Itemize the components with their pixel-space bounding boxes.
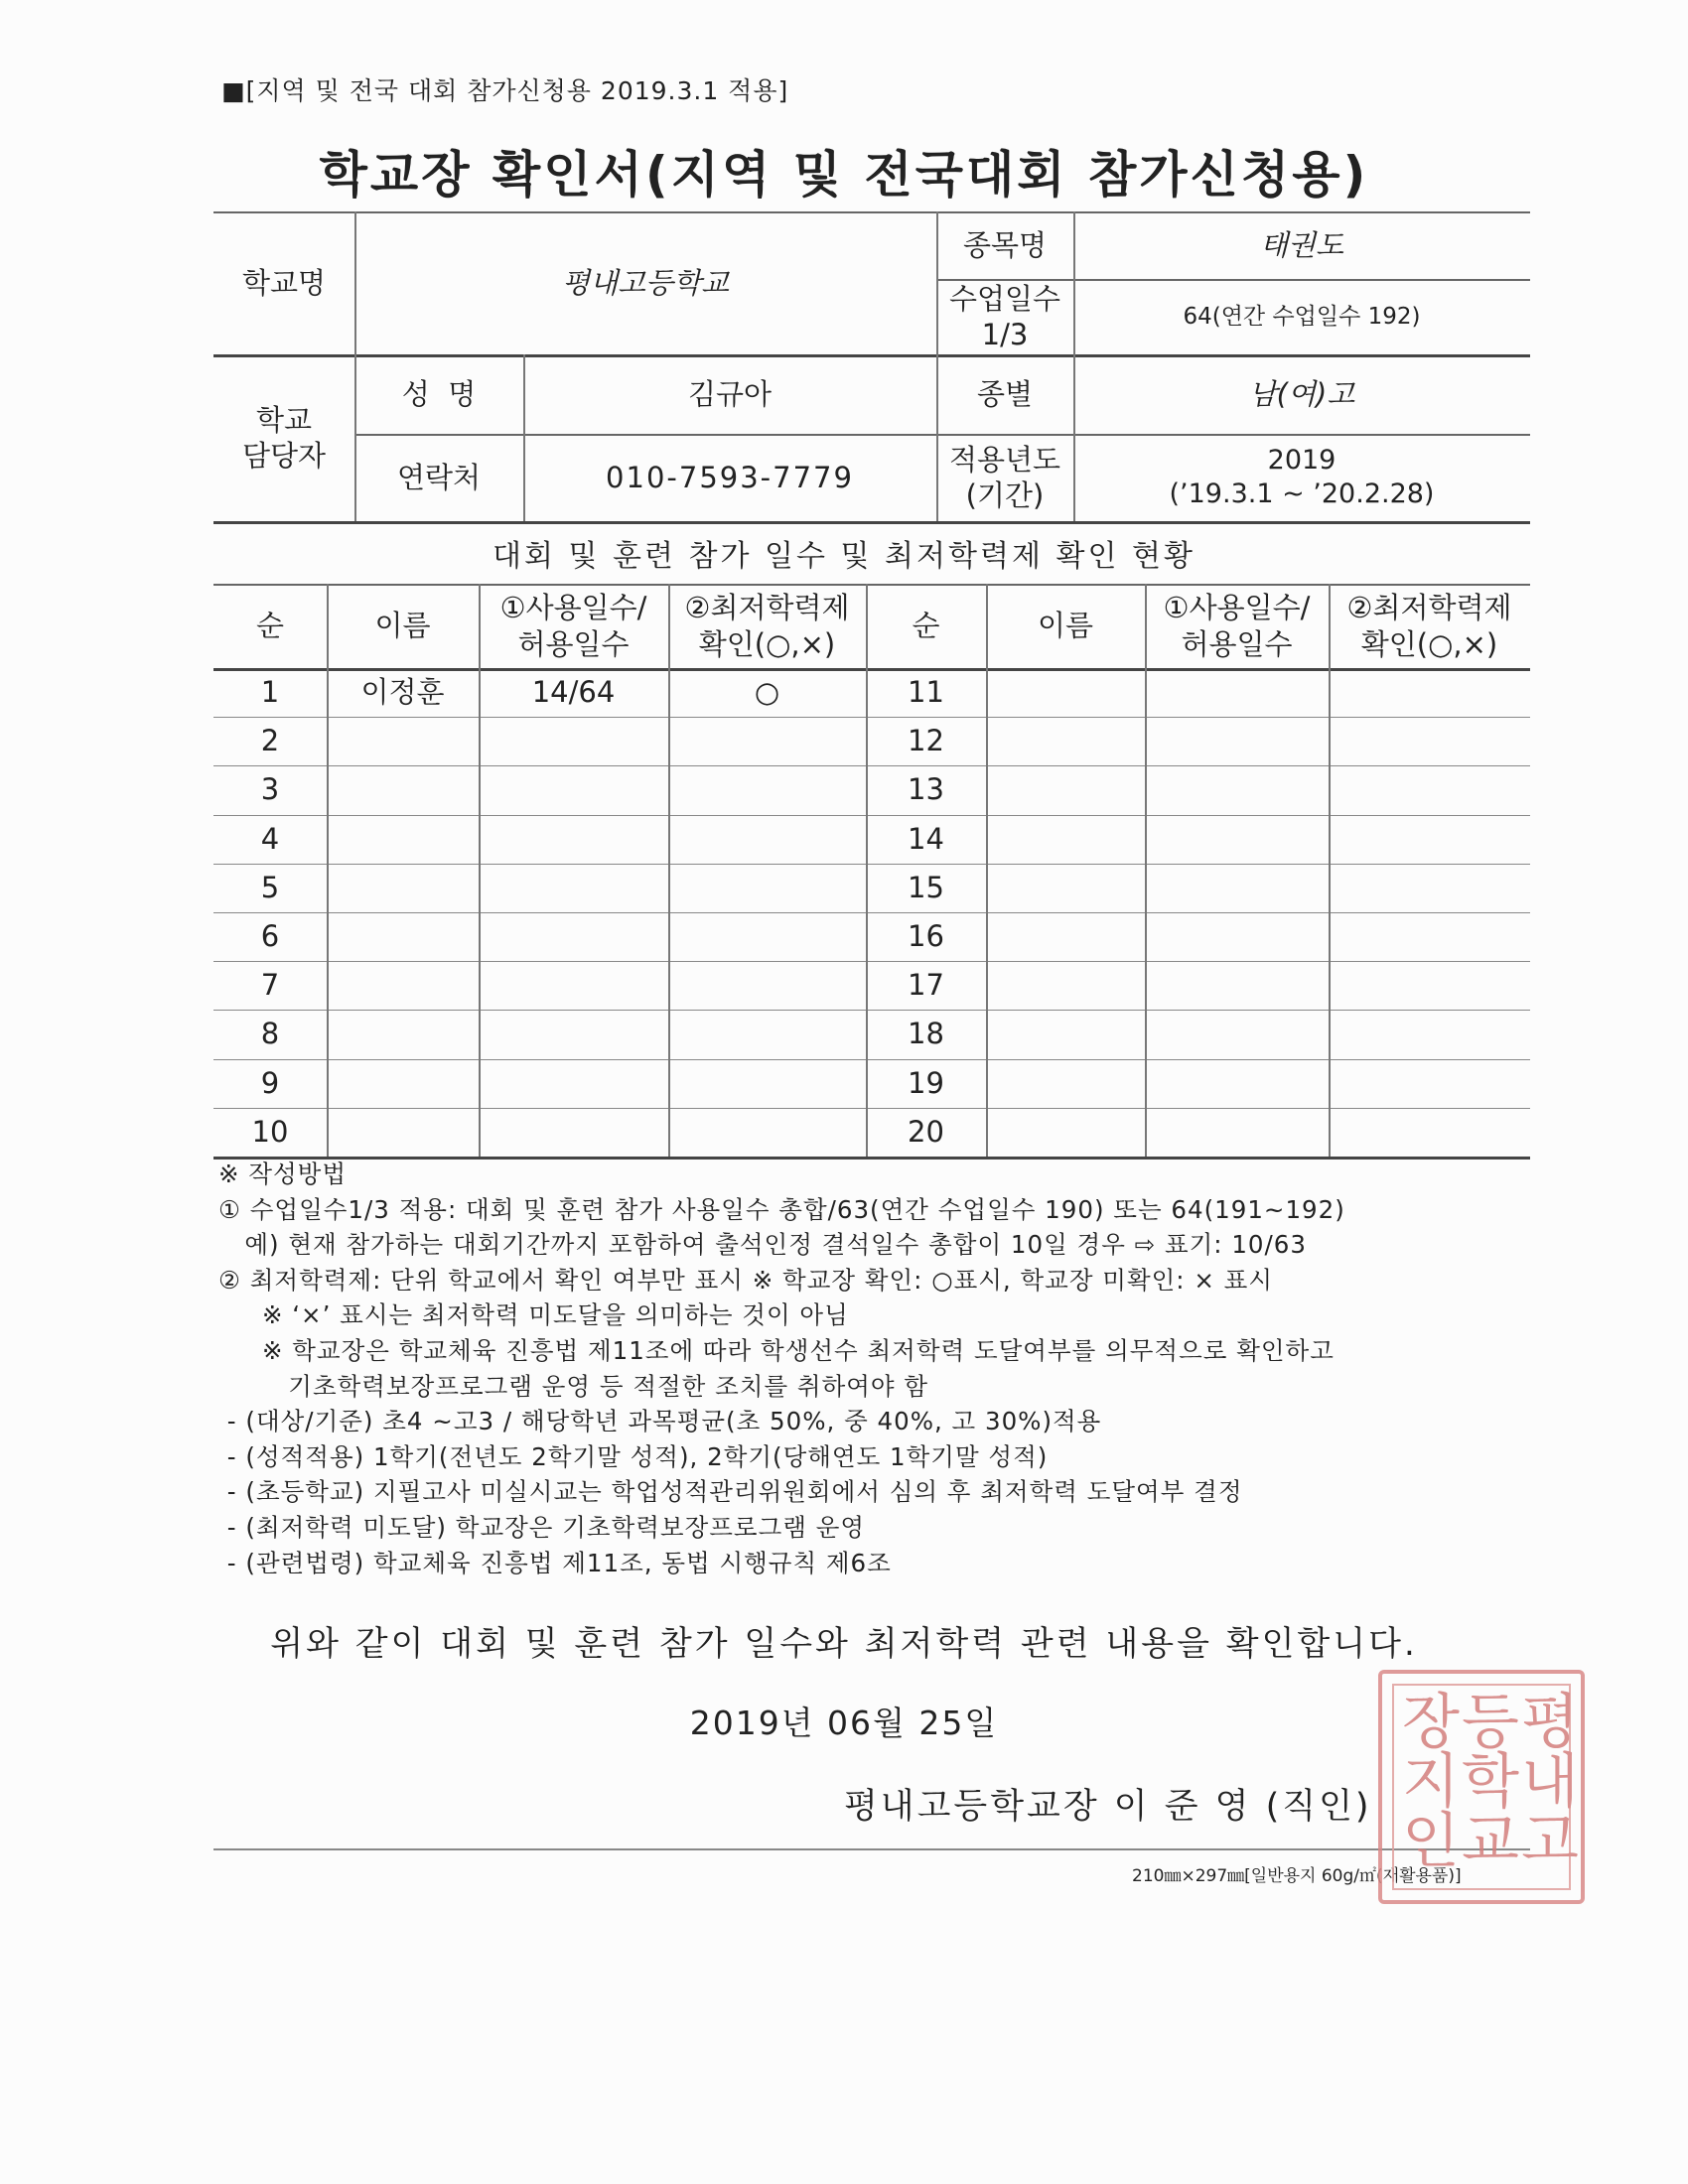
table-cell <box>327 961 479 1010</box>
table-cell <box>668 864 866 912</box>
table-cell <box>479 961 668 1010</box>
row-order-cell: 15 <box>908 871 944 905</box>
name-value: 김규아 <box>687 376 773 411</box>
table-cell <box>1145 864 1329 912</box>
table-cell <box>1145 668 1329 717</box>
table-cell <box>1329 815 1530 864</box>
table-cell <box>327 1059 479 1108</box>
row-order-cell: 6 <box>260 919 280 954</box>
form-version-note: ■[지역 및 전국 대회 참가신청용 2019.3.1 적용] <box>221 76 789 105</box>
note-line: ② 최저학력제: 단위 학교에서 확인 여부만 표시 ※ 학교장 확인: ○표시, 학교장 미확인: × 표시 <box>218 1265 1273 1295</box>
note-line: - (성적적용) 1학기(전년도 2학기말 성적), 2학기(당해연도 1학기말 성적) <box>218 1441 1049 1471</box>
note-line: 기초학력보장프로그램 운영 등 적절한 조치를 취하여야 함 <box>218 1371 929 1401</box>
table-cell <box>986 717 1145 765</box>
table-cell <box>1329 1010 1530 1058</box>
table-cell <box>479 1010 668 1058</box>
table-cell <box>986 1059 1145 1108</box>
table-cell <box>668 1108 866 1157</box>
table-cell <box>1145 1059 1329 1108</box>
table-cell <box>1329 765 1530 814</box>
row-order-cell: 5 <box>260 871 280 905</box>
school-name-value: 평내고등학교 <box>561 265 730 300</box>
note-line: 예) 현재 참가하는 대회기간까지 포함하여 출석인정 결석일수 총합이 10일 경우 ⇨ 표기: 10/63 <box>218 1230 1307 1260</box>
note-line: ※ 학교장은 학교체육 진흥법 제11조에 따라 학생선수 최저학력 도달여부를 의무적으로 확인하고 <box>218 1335 1335 1365</box>
table-cell <box>479 765 668 814</box>
table-cell <box>1145 961 1329 1010</box>
table-cell <box>327 912 479 961</box>
contact-value: 010-7593-7779 <box>606 460 854 494</box>
row-order-cell: 13 <box>908 772 944 807</box>
table-cell <box>986 1010 1145 1058</box>
header-order-2: 순 <box>912 609 940 643</box>
table-cell <box>327 815 479 864</box>
row-order-cell: 9 <box>260 1066 280 1101</box>
year-label: 적용년도 (기간) <box>948 442 1061 512</box>
header-order: 순 <box>255 609 284 643</box>
event-label: 종목명 <box>962 227 1048 262</box>
row-order-cell: 19 <box>908 1066 944 1101</box>
table-cell <box>327 864 479 912</box>
official-seal-stamp <box>1378 1670 1585 1904</box>
header-min-academic: ②최저학력제 확인(○,×) <box>684 591 850 661</box>
paper-spec-note: 210㎜×297㎜[일반용지 60g/㎡(재활용품)] <box>1132 1866 1462 1886</box>
row-order-cell: 4 <box>260 822 280 857</box>
table-cell <box>479 815 668 864</box>
staff-label: 학교 담당자 <box>241 402 327 473</box>
note-line: ① 수업일수1/3 적용: 대회 및 훈련 참가 사용일수 총합/63(연간 수업일수 190) 또는 64(191~192) <box>218 1194 1345 1224</box>
class-days-label: 수업일수 1/3 <box>948 281 1061 351</box>
seal-column-3: 장지인 <box>1391 1690 1461 1868</box>
row-order-cell: 14 <box>908 822 944 857</box>
table-cell <box>1145 1010 1329 1058</box>
table-cell <box>1329 864 1530 912</box>
type-label: 종별 <box>976 376 1034 411</box>
table-cell <box>1329 1059 1530 1108</box>
note-line: - (관련법령) 학교체육 진흥법 제11조, 동법 시행규칙 제6조 <box>218 1548 892 1577</box>
table-cell <box>668 912 866 961</box>
row-order-cell: 20 <box>908 1115 944 1150</box>
table-cell: 이정훈 <box>360 675 445 710</box>
table-cell <box>986 912 1145 961</box>
row-order-cell: 3 <box>260 772 280 807</box>
table-cell <box>1329 717 1530 765</box>
name-label: 성 명 <box>401 376 477 411</box>
table-cell <box>1329 961 1530 1010</box>
table-cell <box>1145 912 1329 961</box>
table-cell <box>986 961 1145 1010</box>
table-cell <box>668 961 866 1010</box>
table-cell <box>1145 815 1329 864</box>
class-days-value: 64(연간 수업일수 192) <box>1183 303 1421 330</box>
table-cell <box>479 717 668 765</box>
type-value: 남(여)고 <box>1248 376 1355 411</box>
document-title: 학교장 확인서(지역 및 전국대회 참가신청용) <box>319 146 1369 204</box>
table-cell <box>479 912 668 961</box>
row-order-cell: 1 <box>260 675 280 710</box>
table-cell <box>1329 668 1530 717</box>
table-cell <box>986 668 1145 717</box>
table-cell: ○ <box>754 675 780 710</box>
header-days-used: ①사용일수/ 허용일수 <box>499 591 647 661</box>
table-cell: 14/64 <box>531 675 616 710</box>
header-days-used-2: ①사용일수/ 허용일수 <box>1163 591 1311 661</box>
table-cell <box>668 717 866 765</box>
table-cell <box>479 864 668 912</box>
table-cell <box>986 864 1145 912</box>
table-cell <box>1145 765 1329 814</box>
table-cell <box>668 815 866 864</box>
document-date: 2019년 06월 25일 <box>689 1704 999 1742</box>
table-cell <box>327 765 479 814</box>
row-order-cell: 7 <box>260 968 280 1003</box>
notes-heading: ※ 작성방법 <box>218 1160 347 1188</box>
row-order-cell: 16 <box>908 919 944 954</box>
seal-column-1: 평내고 <box>1510 1690 1580 1868</box>
header-name-2: 이름 <box>1037 609 1094 643</box>
seal-column-2: 등학교 <box>1451 1690 1520 1868</box>
confirmation-statement: 위와 같이 대회 및 훈련 참가 일수와 최저학력 관련 내용을 확인합니다. <box>270 1624 1418 1664</box>
table-cell <box>479 1108 668 1157</box>
table-cell <box>986 815 1145 864</box>
row-order-cell: 2 <box>260 724 280 758</box>
table-cell <box>1145 717 1329 765</box>
writing-instructions <box>218 1157 1345 1580</box>
row-order-cell: 17 <box>908 968 944 1003</box>
note-line: ※ ‘×’ 표시는 최저학력 미도달을 의미하는 것이 아님 <box>218 1300 849 1330</box>
table-cell <box>986 765 1145 814</box>
row-order-cell: 11 <box>908 675 944 710</box>
table-cell <box>668 765 866 814</box>
row-order-cell: 12 <box>908 724 944 758</box>
row-order-cell: 8 <box>260 1017 280 1051</box>
table-cell <box>1329 1108 1530 1157</box>
event-value: 태권도 <box>1259 227 1344 262</box>
table-cell <box>1329 912 1530 961</box>
table-cell <box>479 1059 668 1108</box>
note-line: - (초등학교) 지필고사 미실시교는 학업성적관리위원회에서 심의 후 최저학력 도달여부 결정 <box>218 1477 1243 1507</box>
table-cell <box>668 1010 866 1058</box>
header-min-academic-2: ②최저학력제 확인(○,×) <box>1346 591 1512 661</box>
principal-signature-line: 평내고등학교장 이 준 영 (직인) <box>844 1787 1372 1827</box>
school-name-label: 학교명 <box>241 265 327 300</box>
year-value: 2019 (’19.3.1 ~ ’20.2.28) <box>1169 445 1435 509</box>
table-cell <box>327 1108 479 1157</box>
table-cell <box>1145 1108 1329 1157</box>
note-line: - (최저학력 미도달) 학교장은 기초학력보장프로그램 운영 <box>218 1512 866 1542</box>
table-cell <box>986 1108 1145 1157</box>
row-order-cell: 10 <box>251 1115 289 1150</box>
header-name: 이름 <box>374 609 431 643</box>
section-title: 대회 및 훈련 참가 일수 및 최저학력제 확인 현황 <box>492 539 1196 574</box>
note-line: - (대상/기준) 초4 ~고3 / 해당학년 과목평균(초 50%, 중 40%, 고 30%)적용 <box>218 1407 1102 1436</box>
table-cell <box>327 1010 479 1058</box>
contact-label: 연락처 <box>396 460 482 494</box>
row-order-cell: 18 <box>908 1017 944 1051</box>
table-cell <box>327 717 479 765</box>
table-cell <box>668 1059 866 1108</box>
